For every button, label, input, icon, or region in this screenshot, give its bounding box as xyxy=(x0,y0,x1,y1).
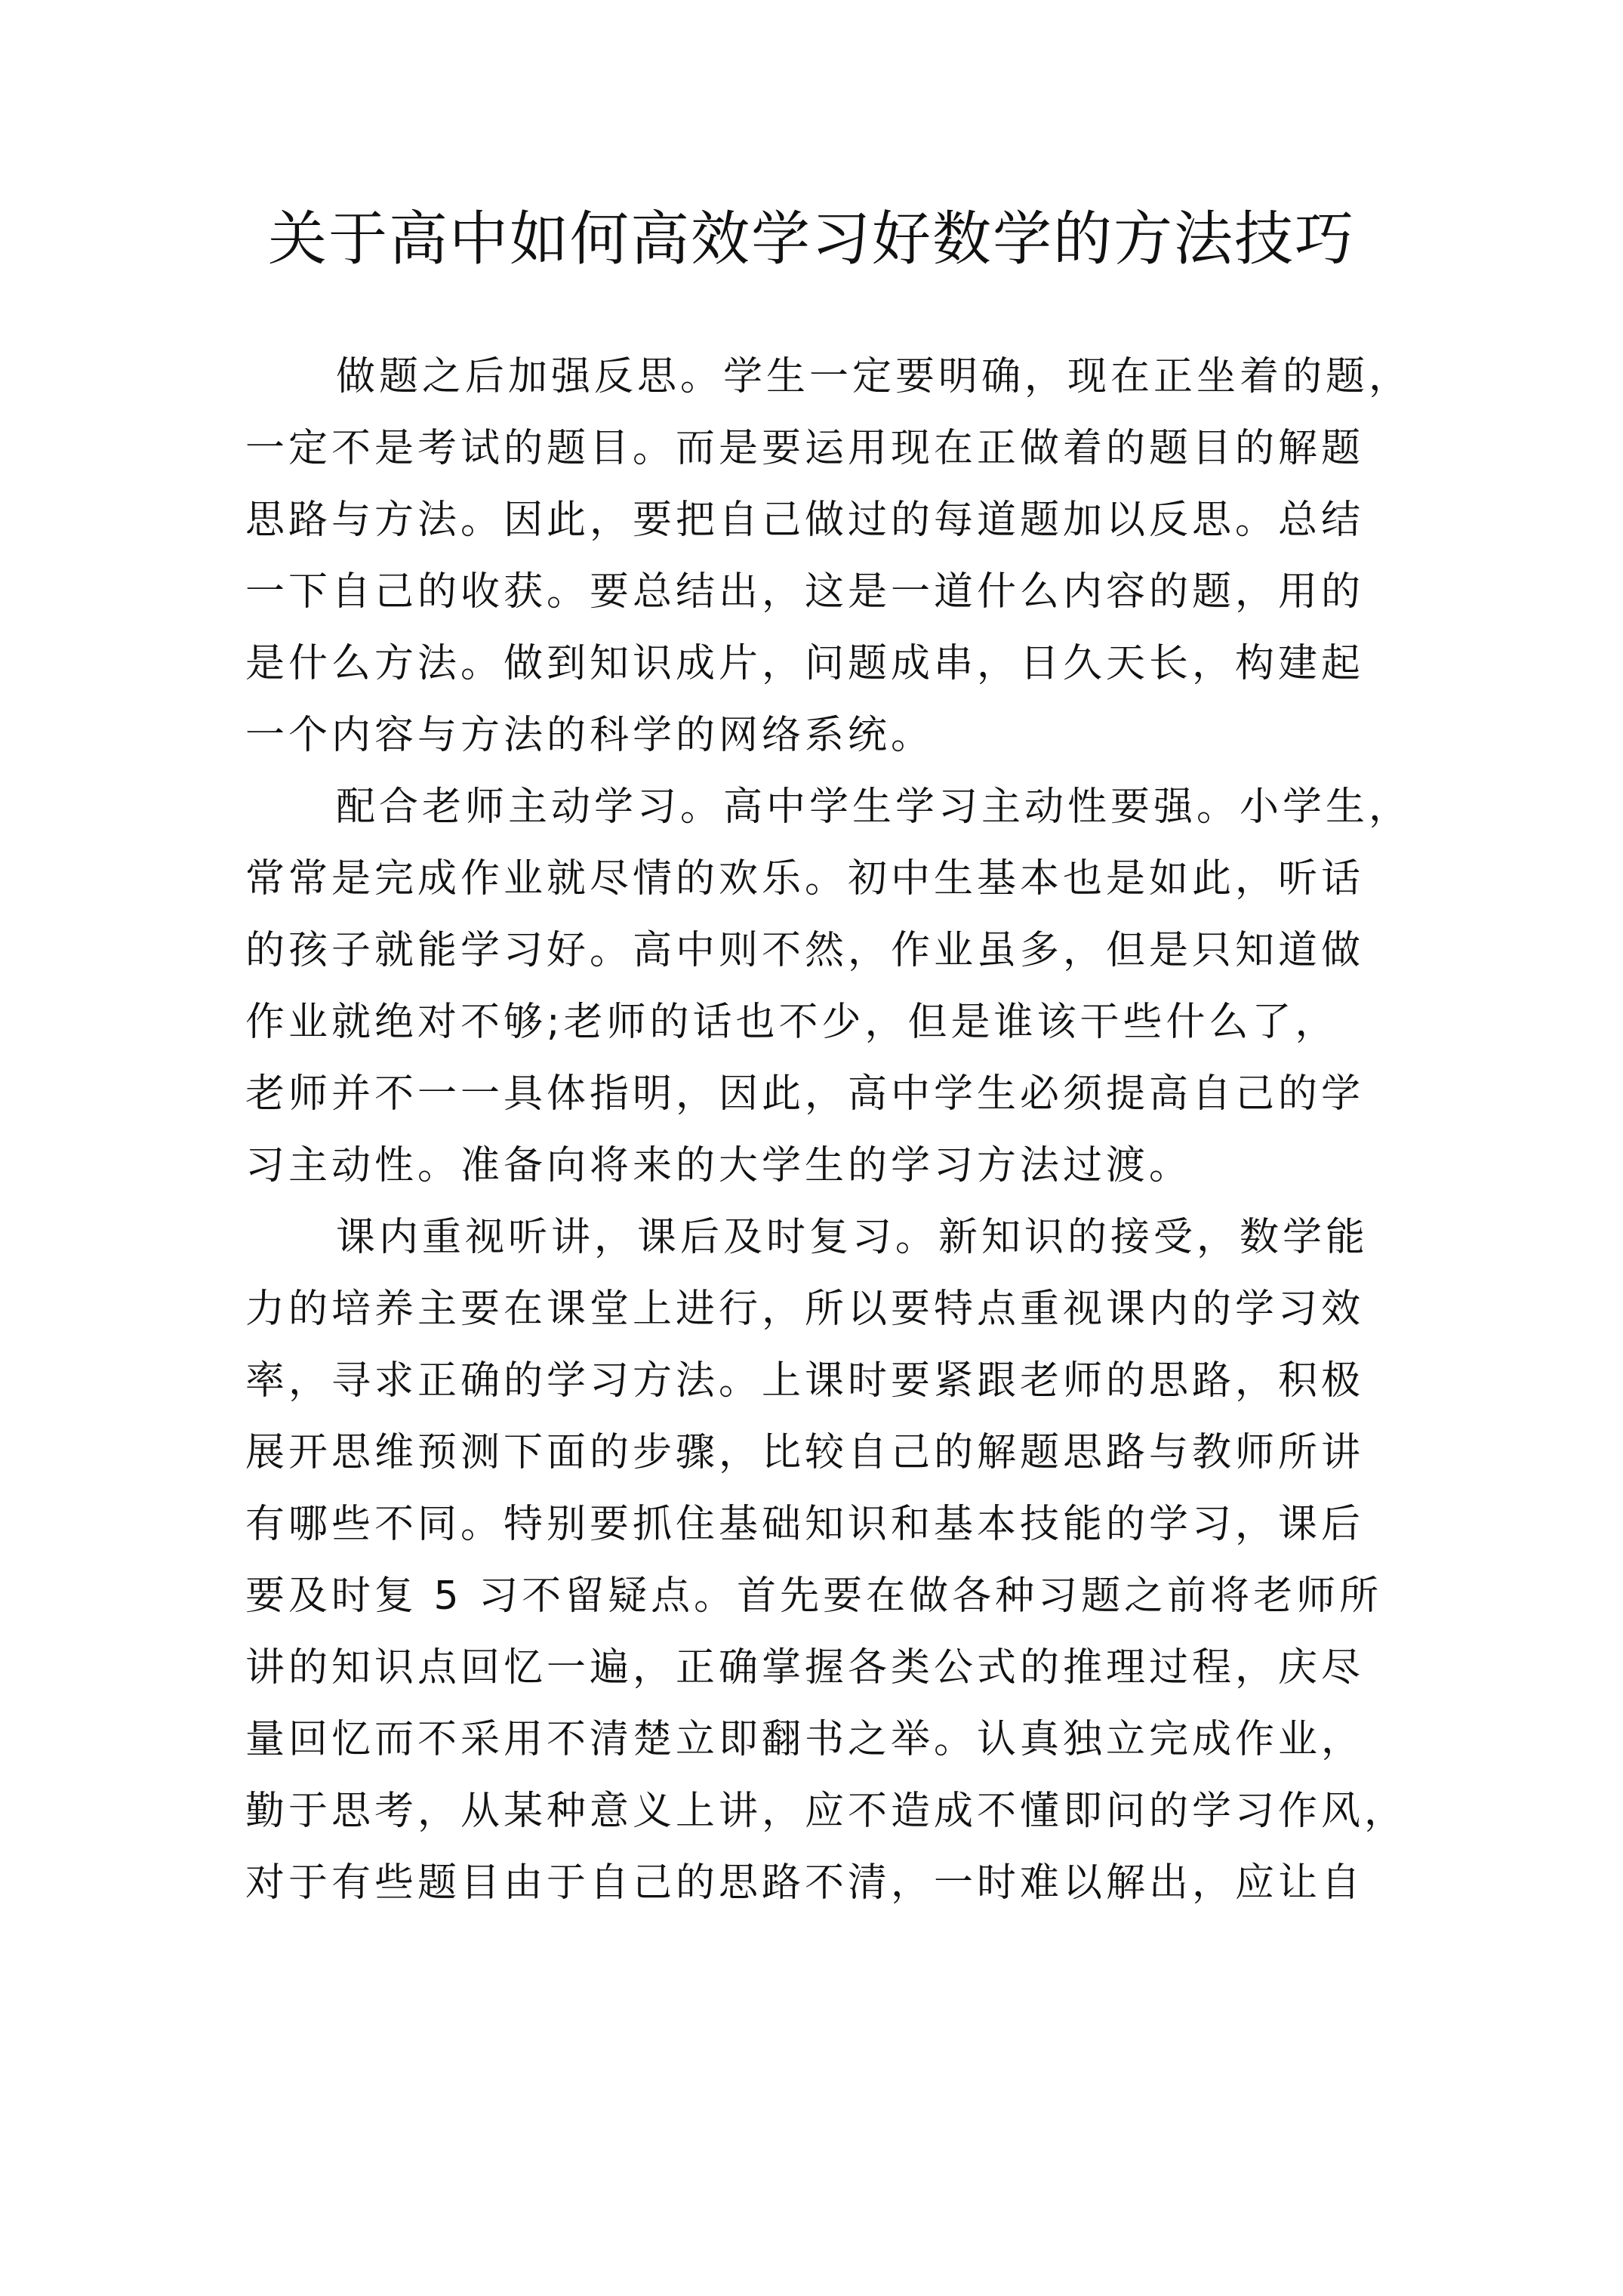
paragraph-3-line-6: 要及时复 5 习不留疑点。首先要在做各种习题之前将老师所 xyxy=(245,1573,1383,1619)
paragraph-1-line-5: 是什么方法。做到知识成片，问题成串，日久天长，构建起 xyxy=(245,641,1365,686)
paragraph-3-line-4: 展开思维预测下面的步骤，比较自己的解题思路与教师所讲 xyxy=(245,1430,1365,1475)
paragraph-1-line-2: 一定不是考试的题目。而是要运用现在正做着的题目的解题 xyxy=(245,426,1365,471)
paragraph-2-line-1: 配合老师主动学习。高中学生学习主动性要强。小学生， xyxy=(336,784,1412,830)
paragraph-2-line-4: 作业就绝对不够;老师的话也不少，但是谁该干些什么了， xyxy=(245,1000,1338,1045)
paragraph-3-line-10: 对于有些题目由于自己的思路不清，一时难以解出，应让自 xyxy=(245,1860,1365,1906)
paragraph-1-line-3: 思路与方法。因此，要把自己做过的每道题加以反思。总结 xyxy=(245,498,1365,543)
paragraph-3-line-2: 力的培养主要在课堂上进行，所以要特点重视课内的学习效 xyxy=(245,1287,1365,1332)
document-body xyxy=(245,341,1412,1919)
paragraph-2-line-6: 习主动性。准备向将来的大学生的学习方法过渡。 xyxy=(245,1143,1193,1188)
paragraph-3-line-8: 量回忆而不采用不清楚立即翻书之举。认真独立完成作业， xyxy=(245,1717,1365,1762)
paragraph-2-line-3: 的孩子就能学习好。高中则不然，作业虽多，但是只知道做 xyxy=(245,928,1365,973)
paragraph-3-line-1: 课内重视听讲，课后及时复习。新知识的接受，数学能 xyxy=(336,1215,1369,1260)
paragraph-2-line-2: 常常是完成作业就尽情的欢乐。初中生基本也是如此，听话 xyxy=(245,856,1365,901)
paragraph-1-line-4: 一下自己的收获。要总结出，这是一道什么内容的题，用的 xyxy=(245,569,1365,615)
paragraph-1-line-1: 做题之后加强反思。学生一定要明确，现在正坐着的题， xyxy=(336,354,1412,399)
paragraph-1-line-6: 一个内容与方法的科学的网络系统。 xyxy=(245,713,935,758)
document-title: 关于高中如何高效学习好数学的方法技巧 xyxy=(267,205,1355,273)
paragraph-2-line-5: 老师并不一一具体指明，因此，高中学生必须提高自己的学 xyxy=(245,1071,1365,1117)
paragraph-3-line-3: 率，寻求正确的学习方法。上课时要紧跟老师的思路，积极 xyxy=(245,1358,1365,1404)
paragraph-3-line-9: 勤于思考，从某种意义上讲，应不造成不懂即问的学习作风， xyxy=(245,1789,1408,1834)
paragraph-3-line-7: 讲的知识点回忆一遍，正确掌握各类公式的推理过程，庆尽 xyxy=(245,1645,1365,1690)
paragraph-3-line-5: 有哪些不同。特别要抓住基础知识和基本技能的学习，课后 xyxy=(245,1502,1365,1547)
